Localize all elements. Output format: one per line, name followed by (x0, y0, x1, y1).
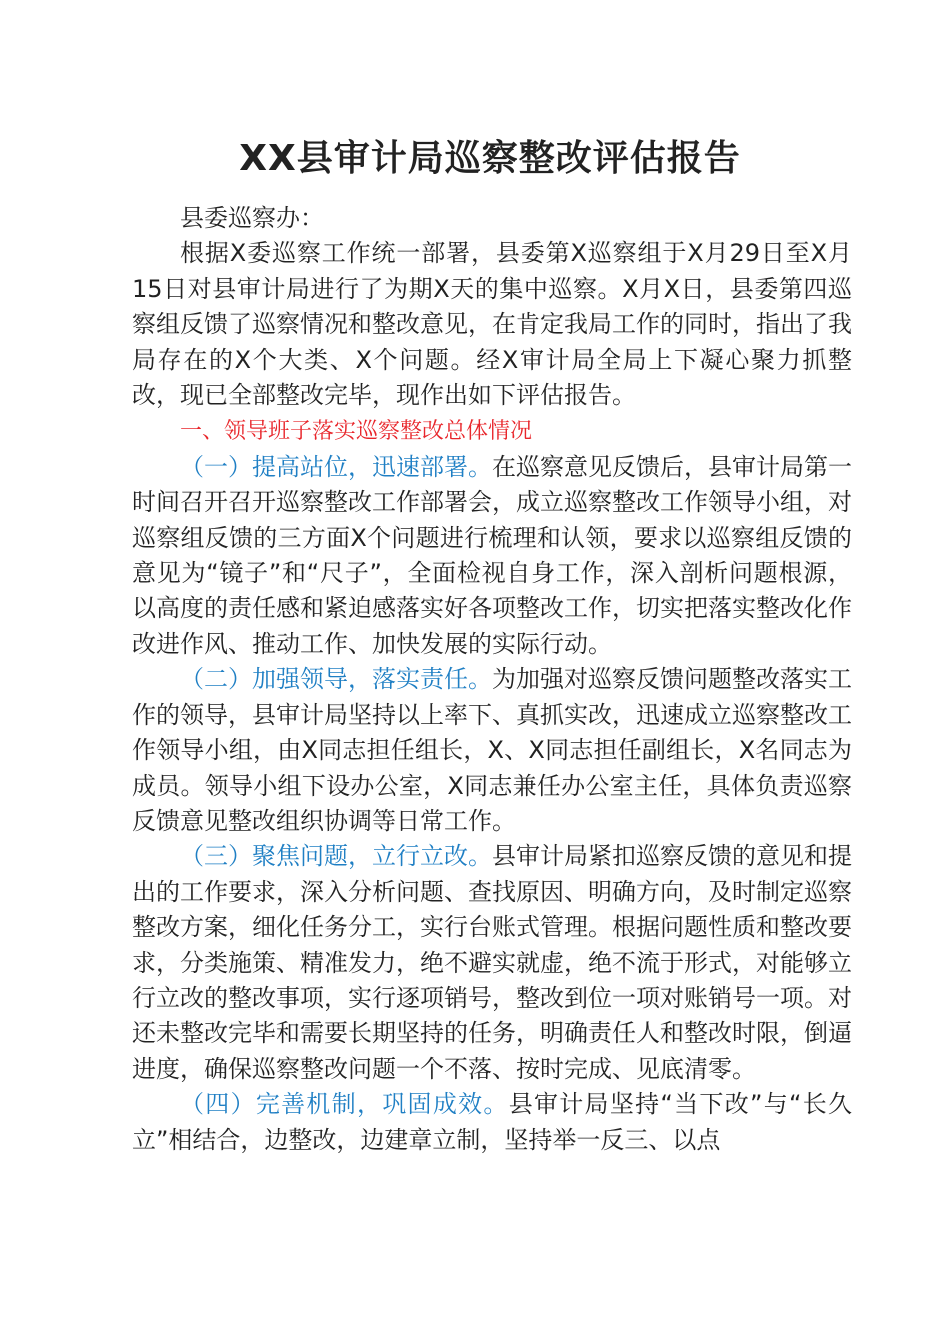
paragraph-text-4: 县审计局坚持“当下改”与“长久立”相结合，边整改，边建章立制，坚持举一反三、以点 (132, 1090, 852, 1154)
paragraph-item-2 (132, 662, 852, 839)
salutation: 县委巡察办： (180, 204, 324, 232)
section-heading (132, 413, 852, 449)
sub-heading-1: （一）提高站位，迅速部署。 (180, 452, 492, 481)
document-title: XX县审计局巡察整改评估报告 (239, 138, 741, 179)
sub-heading-4: （四）完善机制，巩固成效。 (180, 1090, 509, 1119)
paragraph-item-1 (132, 450, 852, 662)
paragraph-item-4 (132, 1087, 852, 1158)
sub-heading-2: （二）加强领导，落实责任。 (180, 665, 492, 694)
paragraph-item-3 (132, 839, 852, 1087)
paragraph-text-3: 县审计局紧扣巡察反馈的意见和提出的工作要求，深入分析问题、查找原因、明确方向，及时制定巡察整改方案，细化任务分工，实行台账式管理。根据问题性质和整改要求，分类施策、精准发力，绝不避实就虚，绝不流于形式，对能够立行立改的整改事项，实行逐项销号，整改到位一项对账销号一项。对还未整改完毕和需要长期坚持的任务，明确责任人和整改时限，倒逼进度，确保巡察整改问题一个不落、按时完成、见底清零。 (132, 842, 852, 1083)
intro-paragraph: 根据X委巡察工作统一部署，县委第X巡察组于X月29日至X月15日对县审计局进行了为期X天的集中巡察。X月X日，县委第四巡察组反馈了巡察情况和整改意见，在肯定我局工作的同时，指出了我局存在的X个大类、X个问题。经X审计局全局上下凝心聚力抓整改，现已全部整改完毕，现作出如下评估报告。 (132, 239, 852, 410)
section-heading-text: 一、领导班子落实巡察整改总体情况 (180, 419, 533, 445)
paragraph-text-1: 在巡察意见反馈后，县审计局第一时间召开召开巡察整改工作部署会，成立巡察整改工作领导小组，对巡察组反馈的三方面X个问题进行梳理和认领，要求以巡察组反馈的意见为“镜子”和“尺子”，全面检视自身工作，深入剖析问题根源，以高度的责任感和紧迫感落实好各项整改工作，切实把落实整改化作改进作风、推动工作、加快发展的实际行动。 (132, 452, 852, 658)
sub-heading-3: （三）聚焦问题，立行立改。 (180, 842, 492, 871)
document-body (132, 201, 852, 1158)
paragraph-text-2: 为加强对巡察反馈问题整改落实工作的领导，县审计局坚持以上率下、真抓实改，迅速成立巡察整改工作领导小组，由X同志担任组长，X、X同志担任副组长，X名同志为成员。领导小组下设办公室，X同志兼任办公室主任，具体负责巡察反馈意见整改组织协调等日常工作。 (132, 665, 852, 835)
